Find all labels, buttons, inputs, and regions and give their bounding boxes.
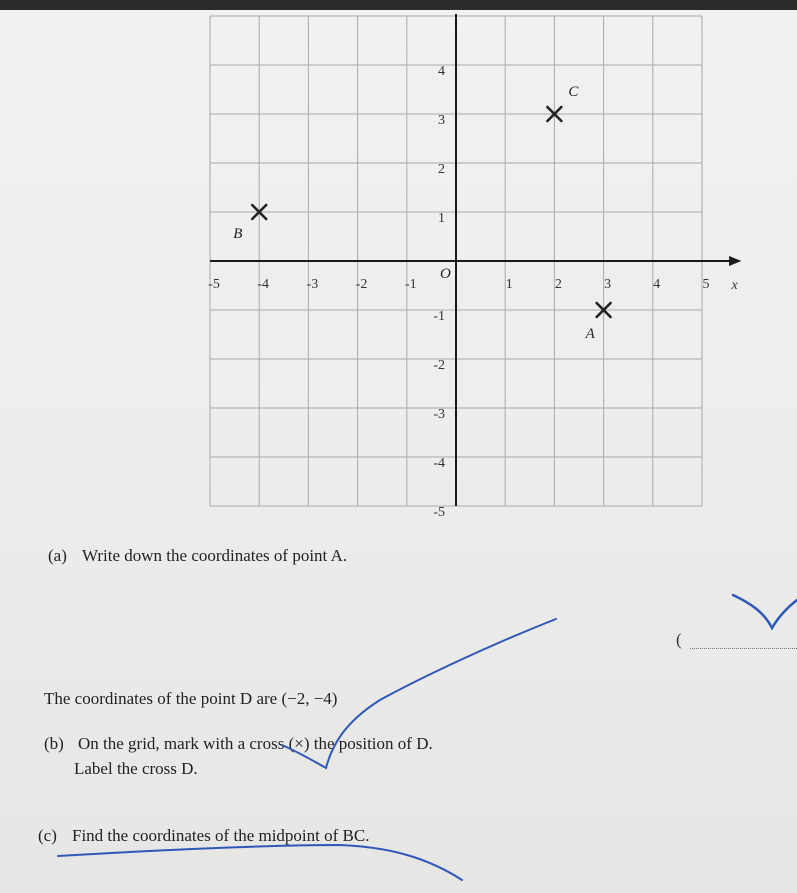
question-c-label: (c) xyxy=(38,826,57,845)
y-tick-label: 4 xyxy=(438,64,445,79)
x-axis-arrow xyxy=(729,256,741,266)
y-tick-labels xyxy=(433,64,445,520)
x-tick-labels xyxy=(208,266,738,293)
answer-bracket: ( xyxy=(676,630,682,649)
y-tick-label: 1 xyxy=(438,211,445,226)
x-tick-label: 2 xyxy=(554,277,562,292)
question-b-label: (b) xyxy=(44,734,64,753)
y-tick-label: -3 xyxy=(433,407,445,422)
question-b-line2: Label the cross D. xyxy=(74,759,198,778)
x-tick-label: -4 xyxy=(257,277,270,292)
x-tick-label: -2 xyxy=(355,277,368,292)
x-tick-label: -1 xyxy=(404,277,417,292)
axes xyxy=(210,14,741,506)
y-tick-label: 3 xyxy=(438,113,445,128)
question-c-text: Find the coordinates of the midpoint of BC. xyxy=(72,826,370,845)
x-tick-label: 3 xyxy=(604,277,612,292)
x-tick-label: 4 xyxy=(653,277,661,292)
x-tick-label: -5 xyxy=(208,277,220,292)
y-tick-label: -4 xyxy=(433,456,445,471)
point-d-info: The coordinates of the point D are (−2, −4) xyxy=(44,689,338,708)
question-a-text: Write down the coordinates of point A. xyxy=(82,546,348,565)
y-tick-label: -1 xyxy=(433,309,445,324)
question-b-text: On the grid, mark with a cross (×) the position of D. xyxy=(78,734,433,753)
answer-line[interactable] xyxy=(690,648,797,649)
question-b xyxy=(44,734,433,754)
point-label-b: B xyxy=(233,226,243,242)
question-a-label: (a) xyxy=(48,546,67,565)
x-tick-label: 1 xyxy=(505,277,513,292)
point-label-c: C xyxy=(568,84,579,100)
y-tick-label: 2 xyxy=(438,162,445,177)
x-tick-label: 5 xyxy=(702,277,710,292)
y-tick-label: -5 xyxy=(433,505,445,520)
question-c xyxy=(38,826,369,846)
x-tick-label: -3 xyxy=(306,277,319,292)
point-label-a: A xyxy=(585,326,595,342)
question-a xyxy=(48,546,347,566)
y-tick-label: -2 xyxy=(433,358,445,373)
origin-label: O xyxy=(440,266,451,282)
x-axis-label: x xyxy=(731,278,738,293)
